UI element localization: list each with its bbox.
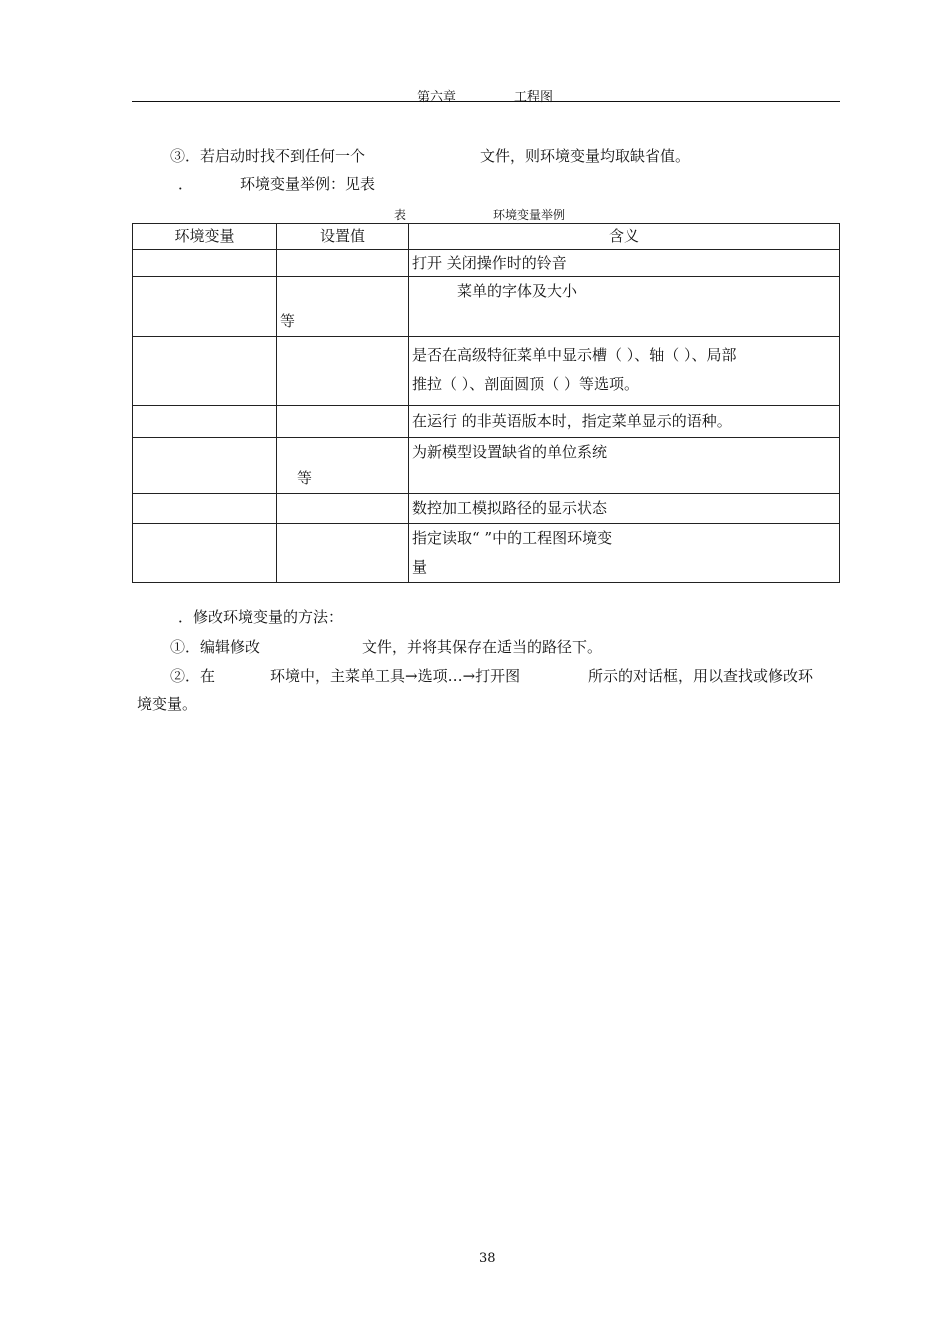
method-1a: ①．编辑修改 xyxy=(170,638,261,656)
cell-meaning-line: 指定读取“ ”中的工程图环境变 xyxy=(412,529,613,547)
table-row xyxy=(133,494,840,524)
method-2c: 所示的对话框，用以查找或修改环 xyxy=(588,667,814,685)
cell-name xyxy=(133,250,277,277)
table-header-row xyxy=(133,224,840,250)
cell-name xyxy=(133,438,277,494)
cell-meaning: 数控加工模拟路径的显示状态 xyxy=(409,494,840,524)
cell-meaning-line: 推拉（ ）、剖面圆顶（ ）等选项。 xyxy=(412,375,640,393)
cell-meaning-line: 是否在高级特征菜单中显示槽（ ）、轴（ ）、局部 xyxy=(412,346,737,364)
cell-meaning: 在运行 的非英语版本时，指定菜单显示的语种。 xyxy=(409,406,840,438)
paragraph-1b: 文件，则环境变量均取缺省值。 xyxy=(480,147,691,165)
header-chapter: 第六章 xyxy=(417,90,457,105)
header-cell-value: 设置值 xyxy=(277,224,409,250)
table-row xyxy=(133,250,840,277)
header-cell-name: 环境变量 xyxy=(133,224,277,250)
cell-name xyxy=(133,494,277,524)
cell-value: 等 xyxy=(277,277,409,337)
paragraph-2-text: 环境变量举例：见表 xyxy=(240,175,376,193)
cell-meaning: 菜单的字体及大小 xyxy=(409,277,840,337)
cell-name xyxy=(133,524,277,583)
cell-value xyxy=(277,250,409,277)
table-row xyxy=(133,406,840,438)
cell-value xyxy=(277,524,409,583)
method-2b: 环境中，主菜单工具→选项…→打开图 xyxy=(270,667,521,685)
cell-value xyxy=(277,337,409,406)
cell-value: 等 xyxy=(277,438,409,494)
cell-meaning: 打开 关闭操作时的铃音 xyxy=(409,250,840,277)
table-row xyxy=(133,277,840,337)
header-title: 工程图 xyxy=(514,90,554,105)
cell-value xyxy=(277,406,409,438)
page-number: 38 xyxy=(479,1251,496,1266)
method-2d: 境变量。 xyxy=(137,695,198,713)
methods-title: ．修改环境变量的方法： xyxy=(178,608,344,626)
method-2a: ②．在 xyxy=(170,667,216,685)
cell-value xyxy=(277,494,409,524)
cell-meaning xyxy=(409,337,840,406)
paragraph-1a: ③．若启动时找不到任何一个 xyxy=(170,147,366,165)
cell-name xyxy=(133,277,277,337)
header-cell-meaning: 含义 xyxy=(409,224,840,250)
method-1b: 文件，并将其保存在适当的路径下。 xyxy=(362,638,603,656)
cell-name xyxy=(133,406,277,438)
table-row xyxy=(133,438,840,494)
cell-meaning: 为新模型设置缺省的单位系统 xyxy=(409,438,840,494)
cell-meaning xyxy=(409,524,840,583)
table-row xyxy=(133,524,840,583)
paragraph-2-dot: ． xyxy=(178,175,194,193)
cell-meaning-line: 量 xyxy=(412,558,428,576)
header-rule xyxy=(132,101,840,102)
table-row xyxy=(133,337,840,406)
env-variable-table xyxy=(132,223,840,583)
table-caption-label: 表 xyxy=(394,208,407,222)
cell-name xyxy=(133,337,277,406)
table-caption-title: 环境变量举例 xyxy=(493,208,566,222)
